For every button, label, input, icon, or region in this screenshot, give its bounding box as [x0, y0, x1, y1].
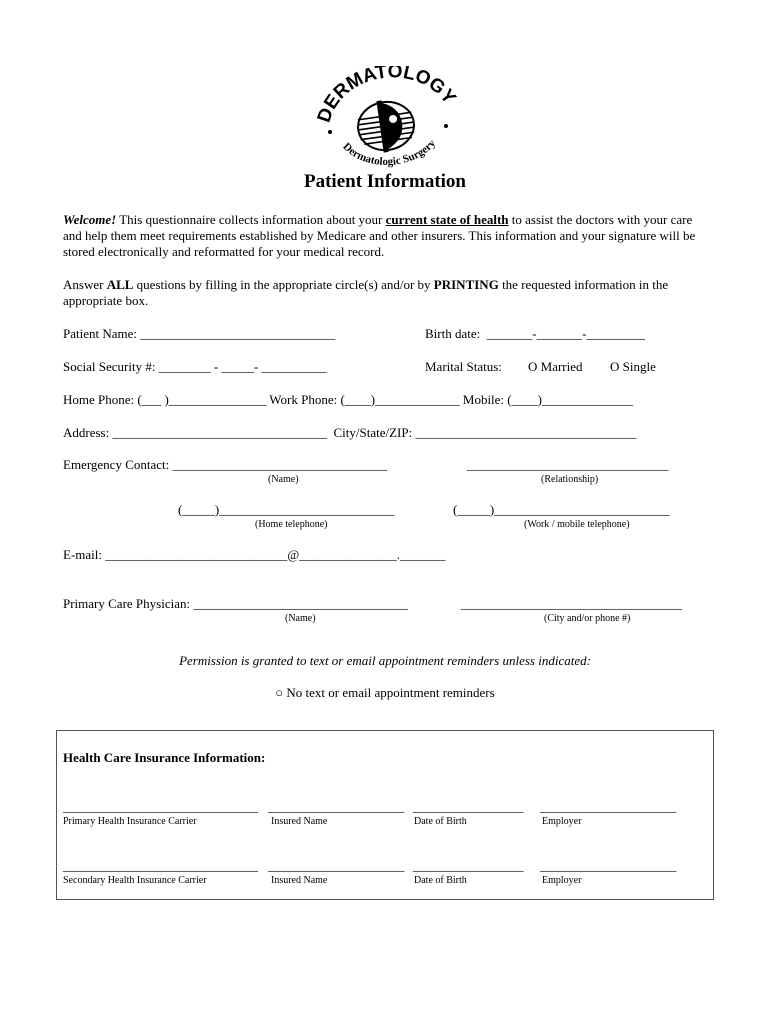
secondary-employer-caption: Employer	[542, 875, 582, 886]
primary-insured-line[interactable]: _____________________	[268, 799, 405, 814]
logo-bottom-text: Dermatologic Surgery	[340, 137, 439, 169]
pcp-name-caption: (Name)	[285, 613, 316, 624]
pcp-city-phone-field[interactable]: __________________________________	[461, 596, 682, 611]
relationship-caption: (Relationship)	[541, 474, 599, 485]
emergency-home-telephone-field[interactable]: (_____)___________________________	[178, 502, 395, 517]
secondary-employer-line[interactable]: _____________________	[540, 858, 677, 873]
secondary-insured-caption: Insured Name	[271, 875, 328, 886]
emergency-work-telephone-field[interactable]: (_____)___________________________	[453, 502, 670, 517]
secondary-carrier-caption: Secondary Health Insurance Carrier	[63, 875, 207, 886]
intro-text-b: to assist the doctors with your care and help them meet requirements established by Medicare and other insurers. This information and your signature will be stored electronically and reformatted for your medical record.	[63, 212, 696, 259]
pcp-city-caption: (City and/or phone #)	[544, 613, 631, 624]
primary-employer-line[interactable]: _____________________	[540, 799, 677, 814]
emergency-relationship-field[interactable]: _______________________________	[467, 457, 669, 472]
instructions-text-a: Answer	[63, 277, 107, 292]
emergency-contact-field[interactable]: Emergency Contact: _________________________________	[63, 457, 388, 472]
instructions-paragraph	[63, 277, 713, 309]
secondary-dob-caption: Date of Birth	[414, 875, 467, 886]
instructions-printing: PRINTING	[433, 277, 499, 292]
intro-paragraph	[63, 212, 713, 260]
instructions-text-c: the requested information in the appropriate box.	[63, 277, 669, 308]
single-radio[interactable]: O Single	[610, 359, 656, 374]
ssn-field[interactable]: Social Security #: ________ - _____- __________	[63, 359, 327, 374]
intro-text-a: This questionnaire collects information about your	[116, 212, 386, 227]
secondary-dob-line[interactable]: _________________	[413, 858, 524, 873]
primary-insured-caption: Insured Name	[271, 816, 328, 827]
email-field[interactable]: E-mail: ____________________________@_______________._______	[63, 547, 446, 562]
phone-fields[interactable]: Home Phone: (___ )_______________ Work Phone: (____)_____________ Mobile: (____)______________	[63, 392, 633, 407]
secondary-insured-line[interactable]: _____________________	[268, 858, 405, 873]
patient-name-field[interactable]: Patient Name: ______________________________	[63, 326, 336, 341]
birth-date-field[interactable]: Birth date: _______-_______-_________	[425, 326, 645, 341]
no-reminders-option[interactable]: ○ No text or email appointment reminders	[275, 685, 495, 700]
primary-carrier-line[interactable]: ______________________________	[63, 799, 258, 814]
address-field[interactable]: Address: _________________________________ City/State/ZIP: __________________________________	[63, 425, 637, 440]
primary-care-physician-field[interactable]: Primary Care Physician: _________________________________	[63, 596, 408, 611]
primary-dob-line[interactable]: _________________	[413, 799, 524, 814]
work-telephone-caption: (Work / mobile telephone)	[524, 519, 630, 530]
primary-carrier-caption: Primary Health Insurance Carrier	[63, 816, 197, 827]
secondary-carrier-line[interactable]: ______________________________	[63, 858, 258, 873]
insurance-heading: Health Care Insurance Information:	[63, 750, 266, 765]
instructions-all: ALL	[106, 277, 134, 292]
primary-dob-caption: Date of Birth	[414, 816, 467, 827]
emergency-name-caption: (Name)	[268, 474, 299, 485]
marital-status-label: Marital Status:	[425, 359, 502, 374]
dermatology-logo	[312, 66, 462, 174]
logo-top-text: DERMATOLOGY	[313, 66, 460, 126]
permission-notice: Permission is granted to text or email appointment reminders unless indicated:	[179, 653, 591, 668]
married-radio[interactable]: O Married	[528, 359, 583, 374]
home-telephone-caption: (Home telephone)	[255, 519, 328, 530]
instructions-text-b: questions by filling in the appropriate circle(s) and/or by	[133, 277, 434, 292]
page-title: Patient Information	[303, 171, 466, 192]
intro-emphasis: current state of health	[385, 212, 509, 227]
welcome-text: Welcome!	[63, 212, 117, 227]
primary-employer-caption: Employer	[542, 816, 582, 827]
